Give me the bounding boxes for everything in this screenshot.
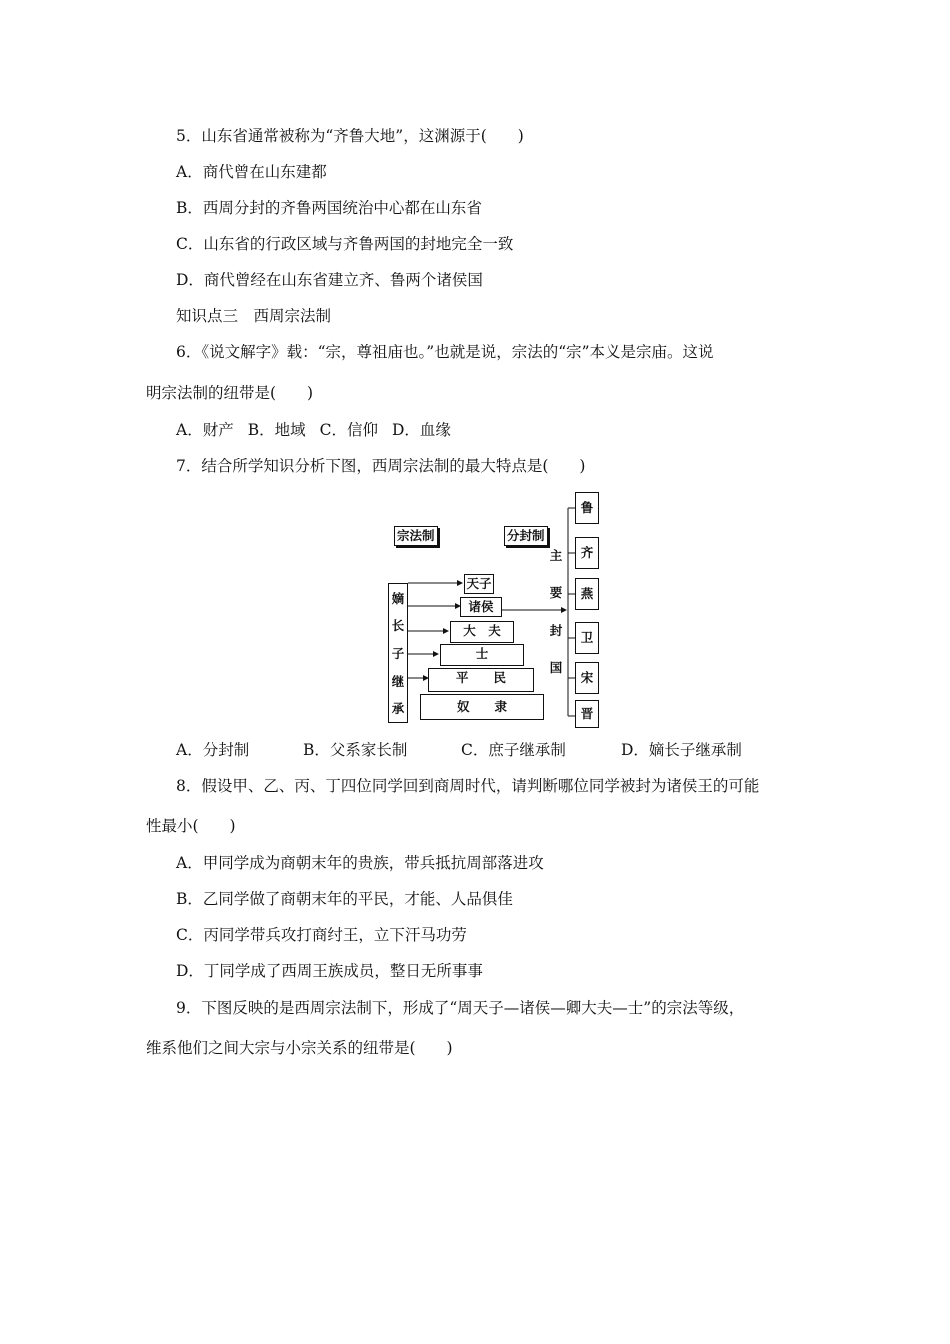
q6-option-b: B．地域 xyxy=(247,421,306,439)
q6-options xyxy=(176,420,451,440)
q6-option-a: A．财产 xyxy=(176,421,234,439)
q8-option-b: B．乙同学做了商朝末年的平民，才能、人品俱佳 xyxy=(176,890,513,908)
state-qi: 齐 xyxy=(575,537,599,569)
succession-char: 嫡 xyxy=(391,590,405,606)
succession-char: 子 xyxy=(391,645,405,661)
tier-nuli: 奴 隶 xyxy=(420,694,544,720)
q5-option-b: B．西周分封的齐鲁两国统治中心都在山东省 xyxy=(176,199,482,217)
q8-option-d: D．丁同学成了西周王族成员，整日无所事事 xyxy=(176,962,483,980)
q7-option-d: D．嫡长子继承制 xyxy=(621,741,742,759)
q7-option-b: B．父系家长制 xyxy=(303,741,408,759)
tier-dafu: 大 夫 xyxy=(450,621,514,643)
q8-stem-line1: 8．假设甲、乙、丙、丁四位同学回到商周时代，请判断哪位同学被封为诸侯王的可能 xyxy=(176,777,760,795)
succession-char: 长 xyxy=(391,618,405,634)
main-states-char: 封 xyxy=(549,622,563,638)
q8-option-a: A．甲同学成为商朝末年的贵族，带兵抵抗周部落进攻 xyxy=(176,854,544,872)
state-lu: 鲁 xyxy=(575,492,599,524)
main-states-char: 国 xyxy=(549,659,563,675)
main-states-label xyxy=(548,546,564,676)
q5-stem: 5．山东省通常被称为“齐鲁大地”，这渊源于( ) xyxy=(176,127,524,145)
state-song: 宋 xyxy=(575,662,599,694)
section-title: 知识点三 西周宗法制 xyxy=(176,307,332,325)
main-states-char: 要 xyxy=(549,585,563,601)
q7-options xyxy=(176,740,742,760)
label-enfeoffment: 分封制 xyxy=(504,526,548,546)
q5-option-c: C．山东省的行政区域与齐鲁两国的封地完全一致 xyxy=(176,235,514,253)
q9-stem-line2: 维系他们之间大宗与小宗关系的纽带是( ) xyxy=(146,1039,453,1057)
q6-option-d: D．血缘 xyxy=(391,421,451,439)
clan-system-diagram xyxy=(380,488,620,728)
q7-stem: 7．结合所学知识分析下图，西周宗法制的最大特点是( ) xyxy=(176,457,586,475)
main-states-char: 主 xyxy=(549,548,563,563)
tier-tianzi: 天子 xyxy=(464,574,494,594)
q6-stem-line1: 6．《说文解字》载：“宗，尊祖庙也。”也就是说，宗法的“宗”本义是宗庙。这说 xyxy=(176,343,714,361)
label-clan-system: 宗法制 xyxy=(394,526,438,546)
q7-option-a: A．分封制 xyxy=(176,741,250,759)
q7-option-c: C．庶子继承制 xyxy=(461,741,566,759)
succession-column xyxy=(388,583,408,723)
tier-shi: 士 xyxy=(440,644,524,666)
state-yan: 燕 xyxy=(575,578,599,610)
q5-option-a: A．商代曾在山东建都 xyxy=(176,163,327,181)
q8-option-c: C．丙同学带兵攻打商纣王，立下汗马功劳 xyxy=(176,926,467,944)
tier-pingmin: 平 民 xyxy=(428,668,534,692)
state-wei: 卫 xyxy=(575,622,599,654)
state-jin: 晋 xyxy=(575,700,599,728)
succession-char: 承 xyxy=(391,701,405,717)
q8-stem-line2: 性最小( ) xyxy=(146,817,236,835)
tier-zhuhou: 诸侯 xyxy=(460,597,502,617)
q6-stem-line2: 明宗法制的纽带是( ) xyxy=(146,384,314,402)
succession-char: 继 xyxy=(391,673,405,689)
q9-stem-line1: 9．下图反映的是西周宗法制下，形成了“周天子—诸侯—卿大夫—士”的宗法等级， xyxy=(176,999,745,1017)
q5-option-d: D．商代曾经在山东省建立齐、鲁两个诸侯国 xyxy=(176,271,483,289)
q6-option-c: C．信仰 xyxy=(319,421,378,439)
